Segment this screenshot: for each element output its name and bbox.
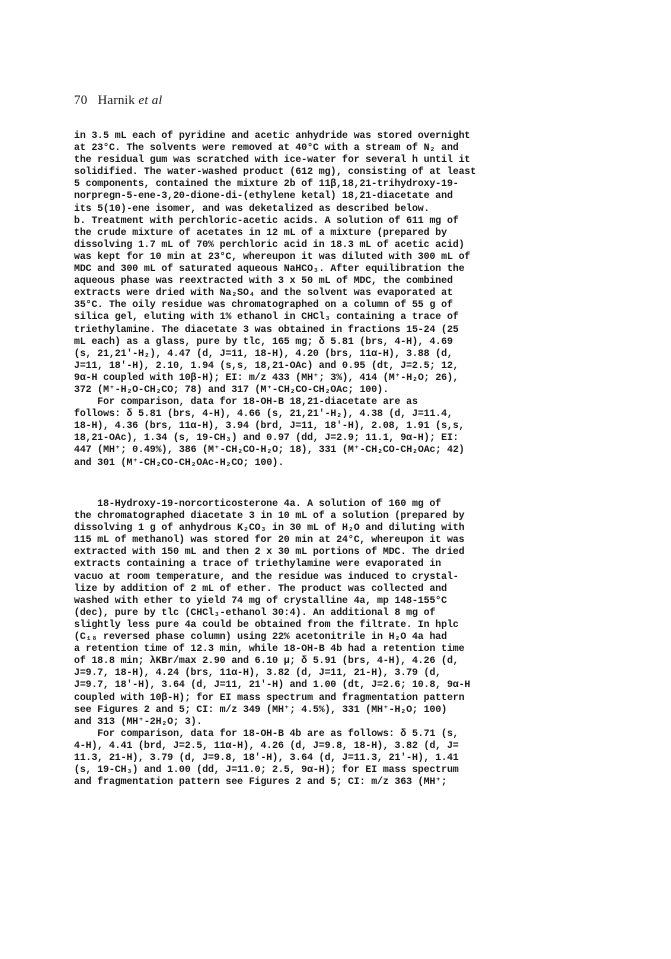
text-line: coupled with 10β-H); for EI mass spectrum and fragmentation pattern xyxy=(74,691,465,703)
text-line: aqueous phase was reextracted with 3 x 50 mL of MDC, the combined xyxy=(74,275,453,287)
text-line: 4-H), 4.41 (brd, J=2.5, 11α-H), 4.26 (d, J=9.8, 18-H), 3.82 (d, J= xyxy=(74,739,459,751)
text-line: 18-Hydroxy-19-norcorticosterone 4a. A solution of 160 mg of xyxy=(74,498,442,509)
text-line: 35°C. The oily residue was chromatographed on a column of 55 g of xyxy=(74,299,453,311)
text-line: of 18.8 min; λKBr/max 2.90 and 6.10 μ; δ 5.91 (brs, 4-H), 4.26 (d, xyxy=(74,655,459,667)
text-line: solidified. The water-washed product (612 mg), consisting of at least xyxy=(74,166,477,178)
text-line: (C₁₈ reversed phase column) using 22% acetonitrile in H₂O 4a had xyxy=(74,631,447,643)
text-line: 11.3, 21-H), 3.79 (d, J=9.8, 18'-H), 3.64 (d, J=11.3, 21'-H), 1.41 xyxy=(74,751,459,763)
text-line: and 313 (MH⁺-2H₂O; 3). xyxy=(74,715,203,727)
text-line: and 301 (M⁺-CH₂CO-CH₂OAc-H₂CO; 100). xyxy=(74,456,284,468)
text-line: J=11, 18'-H), 2.10, 1.94 (s,s, 18,21-OAc) and 0.95 (dt, J=2.5; 12, xyxy=(74,359,459,371)
text-line: 115 mL of methanol) was stored for 20 min at 24°C, whereupon it was xyxy=(74,534,465,546)
text-line: 372 (M⁺-H₂O-CH₂CO; 78) and 317 (M⁺-CH₂CO-CH₂OAc; 100). xyxy=(74,383,389,395)
text-line: (dec), pure by tlc (CHCl₃-ethanol 30:4). An additional 8 mg of xyxy=(74,606,436,618)
page-number: 70 xyxy=(74,92,88,107)
text-line: and fragmentation pattern see Figures 2 and 5; CI: m/z 363 (MH⁺; xyxy=(74,776,447,788)
text-line: the crude mixture of acetates in 12 mL of a mixture (prepared by xyxy=(74,226,447,238)
text-line: b. Treatment with perchloric-acetic acids. A solution of 611 mg of xyxy=(74,214,459,226)
text-line: 18-H), 4.36 (brs, 11α-H), 3.94 (brd, J=11, 18'-H), 2.08, 1.91 (s,s, xyxy=(74,420,465,432)
text-line: the chromatographed diacetate 3 in 10 mL of a solution (prepared by xyxy=(74,510,465,522)
text-line: a retention time of 12.3 min, while 18-OH-B 4b had a retention time xyxy=(74,643,465,655)
text-line: at 23°C. The solvents were removed at 40°C with a stream of N₂ and xyxy=(74,142,459,154)
text-line: slightly less pure 4a could be obtained from the filtrate. In hplc xyxy=(74,618,459,630)
running-header xyxy=(74,92,162,108)
text-line: follows: δ 5.81 (brs, 4-H), 4.66 (s, 21,21'-H₂), 4.38 (d, J=11.4, xyxy=(74,408,453,420)
text-line: J=9.7, 18'-H), 3.64 (d, J=11, 21'-H) and 1.00 (dt, J=2.6; 10.8, 9α-H xyxy=(74,679,471,691)
text-line: dissolving 1 g of anhydrous K₂CO₃ in 30 mL of H₂O and diluting with xyxy=(74,522,465,534)
text-line: (s, 19-CH₃) and 1.00 (dd, J=11.0; 2.5, 9α-H); for EI mass spectrum xyxy=(74,764,459,776)
text-line: lize by addition of 2 mL of ether. The product was collected and xyxy=(74,582,447,594)
text-line: extracts containing a trace of triethylamine were evaporated in xyxy=(74,558,442,570)
text-line: For comparison, data for 18-OH-B 4b are as follows: δ 5.71 (s, xyxy=(74,727,459,739)
text-line: 447 (MH⁺; 0.49%), 386 (M⁺-CH₂CO-H₂O; 18), 331 (M⁺-CH₂CO-CH₂OAc; 42) xyxy=(74,444,465,456)
text-line: For comparison, data for 18-OH-B 18,21-diacetate are as xyxy=(74,396,418,408)
text-line: 18,21-OAc), 1.34 (s, 19-CH₃) and 0.97 (dd, J=2.9; 11.1, 9α-H); EI: xyxy=(74,432,459,444)
text-line: silica gel, eluting with 1% ethanol in CHCl₃ containing a trace of xyxy=(74,311,459,323)
text-line: 9α-H coupled with 10β-H); EI: m/z 433 (MH⁺; 3%), 414 (M⁺-H₂O; 26), xyxy=(74,371,459,383)
text-line: in 3.5 mL each of pyridine and acetic anhydride was stored overnight xyxy=(74,130,471,141)
text-line: the residual gum was scratched with ice-water for several h until it xyxy=(74,154,471,166)
et-al: et al xyxy=(138,92,163,107)
paragraph-block-2 xyxy=(74,498,594,788)
text-line: triethylamine. The diacetate 3 was obtained in fractions 15-24 (25 xyxy=(74,323,459,335)
text-line: norpregn-5-ene-3,20-dione-di-(ethylene ketal) 18,21-diacetate and xyxy=(74,190,453,202)
text-line: was kept for 10 min at 23°C, whereupon it was diluted with 300 mL of xyxy=(74,250,471,262)
text-line: 5 components, contained the mixture 2b of 11β,18,21-trihydroxy-19- xyxy=(74,178,459,190)
text-line: dissolving 1.7 mL of 70% perchloric acid in 18.3 mL of acetic acid) xyxy=(74,238,465,250)
text-line: J=9.7, 18-H), 4.24 (brs, 11α-H), 3.82 (d, J=11, 21-H), 3.79 (d, xyxy=(74,667,442,679)
text-line: vacuo at room temperature, and the residue was induced to crystal- xyxy=(74,570,459,582)
text-line: MDC and 300 mL of saturated aqueous NaHCO₃. After equilibration the xyxy=(74,263,465,275)
author-name: Harnik xyxy=(97,92,136,107)
text-line: extracts were dried with Na₂SO₄ and the solvent was evaporated at xyxy=(74,287,453,299)
text-line: mL each) as a glass, pure by tlc, 165 mg; δ 5.81 (brs, 4-H), 4.69 xyxy=(74,335,453,347)
text-line: extracted with 150 mL and then 2 x 30 mL portions of MDC. The dried xyxy=(74,546,465,558)
text-line: (s, 21,21'-H₂), 4.47 (d, J=11, 18-H), 4.20 (brs, 11α-H), 3.88 (d, xyxy=(74,347,453,359)
text-line: see Figures 2 and 5; CI: m/z 349 (MH⁺; 4.5%), 331 (MH⁺-H₂O; 100) xyxy=(74,703,447,715)
paragraph-block-1 xyxy=(74,130,594,469)
text-line: washed with ether to yield 74 mg of crystalline 4a, mp 148-155°C xyxy=(74,594,447,606)
text-line: its 5(10)-ene isomer, and was deketalized as described below. xyxy=(74,202,430,214)
